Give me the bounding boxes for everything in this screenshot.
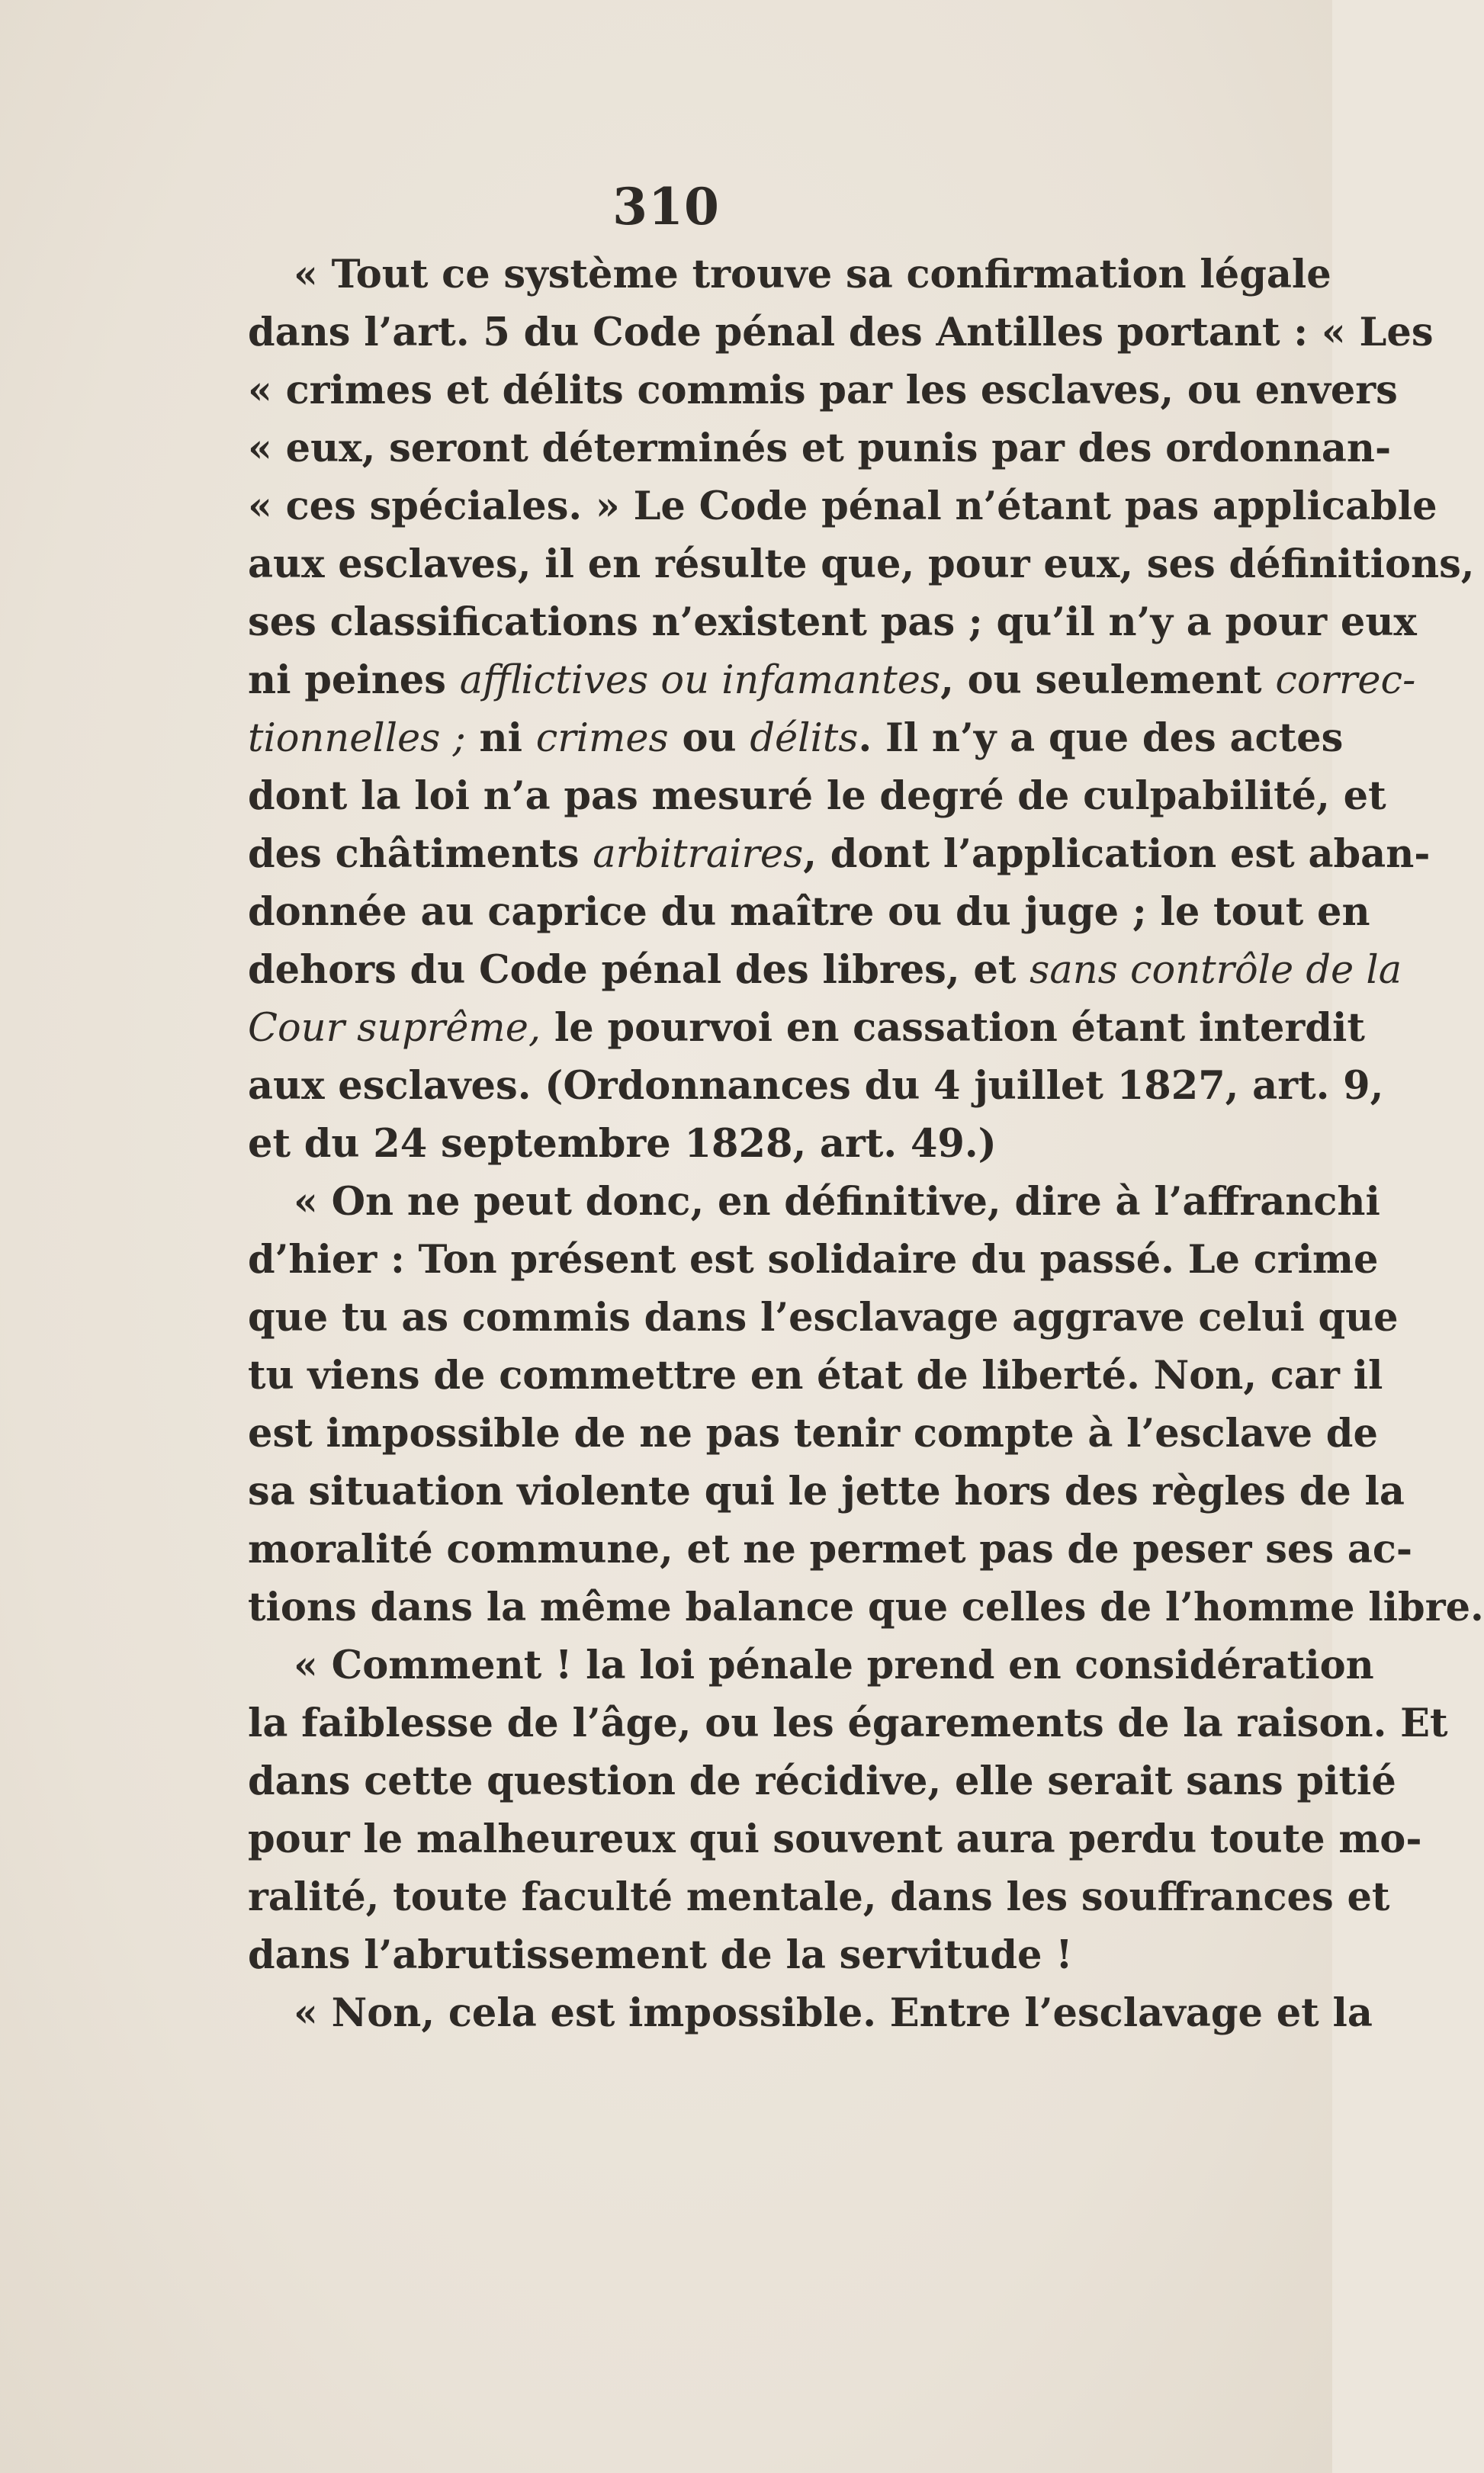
italic-text: délits <box>750 716 859 761</box>
page-number: 310 <box>612 177 720 236</box>
text-segment: d’hier : Ton présent est solidaire du passé. Le crime <box>248 1237 1379 1283</box>
body-text <box>248 246 1484 2042</box>
italic-text: tionnelles ; <box>248 716 466 761</box>
text-segment: « Comment ! la loi pénale prend en considération <box>294 1643 1374 1688</box>
text-segment: dont la loi n’a pas mesuré le degré de culpabilité, et <box>248 773 1386 819</box>
text-line-l10 <box>248 767 1386 825</box>
text-segment: « On ne peut donc, en définitive, dire à l’affranchi <box>294 1179 1380 1225</box>
text-line-l16 <box>248 1115 1254 1173</box>
text-segment: est impossible de ne pas tenir compte à l’esclave de <box>248 1411 1378 1457</box>
italic-text: arbitraires <box>593 832 804 877</box>
italic-text: afflictives ou infamantes <box>459 658 941 703</box>
text-segment: sa situation violente qui le jette hors des règles de la <box>248 1469 1405 1514</box>
text-segment: des châtiments <box>248 831 593 877</box>
text-segment: « ces spéciales. » Le Code pénal n’étant pas applicable <box>248 483 1437 529</box>
text-segment: , ou seulement <box>940 657 1276 703</box>
text-segment: tions dans la même balance que celles de l’homme libre. <box>248 1585 1484 1630</box>
text-line-l13 <box>248 941 1402 999</box>
text-line-l08 <box>248 651 1416 709</box>
text-segment: dans cette question de récidive, elle serait sans pitié <box>248 1758 1396 1804</box>
text-line-l15 <box>248 1057 1384 1115</box>
italic-text: Cour suprême, <box>248 1006 541 1051</box>
italic-text: crimes <box>535 716 669 761</box>
text-segment: , dont l’application est aban- <box>803 831 1431 877</box>
text-segment: ralité, toute faculté mentale, dans les souffrances et <box>248 1874 1390 1920</box>
text-line-l14 <box>248 999 1365 1057</box>
text-segment: . Il n’y a que des actes <box>858 715 1344 761</box>
text-line-l22 <box>248 1463 1405 1521</box>
text-segment: la faiblesse de l’âge, ou les égarements de la raison. Et <box>248 1701 1448 1746</box>
text-line-l25 <box>248 1636 1374 1694</box>
italic-text: correc- <box>1275 658 1416 703</box>
text-segment: aux esclaves, il en résulte que, pour eux, ses définitions, <box>248 541 1475 587</box>
text-line-l20 <box>248 1347 1383 1405</box>
text-line-l27 <box>248 1752 1396 1810</box>
text-segment: moralité commune, et ne permet pas de peser ses ac- <box>248 1527 1413 1572</box>
text-line-l09 <box>248 709 1344 767</box>
text-segment: dehors du Code pénal des libres, et <box>248 947 1030 993</box>
text-segment: que tu as commis dans l’esclavage aggrave celui que <box>248 1295 1399 1341</box>
text-segment: « crimes et délits commis par les esclaves, ou envers <box>248 368 1398 413</box>
text-line-l03 <box>248 361 1398 419</box>
text-line-l23 <box>248 1521 1413 1579</box>
text-line-l21 <box>248 1405 1378 1463</box>
text-line-l19 <box>248 1289 1399 1347</box>
text-segment: ses classifications n’existent pas ; qu’il n’y a pour eux <box>248 599 1417 645</box>
text-segment: « Tout ce système trouve sa confirmation légale <box>294 252 1331 297</box>
text-segment: tu viens de commettre en état de liberté. Non, car il <box>248 1353 1383 1399</box>
text-segment: le pourvoi en cassation étant interdit <box>541 1005 1365 1051</box>
text-line-l01 <box>248 246 1331 304</box>
text-line-l24 <box>248 1579 1484 1636</box>
text-line-l31 <box>248 1984 1373 2042</box>
text-segment: aux esclaves. (Ordonnances du 4 juillet 1827, art. 9, <box>248 1063 1384 1109</box>
text-line-l05 <box>248 477 1437 535</box>
text-segment: « eux, seront déterminés et punis par des ordonnan- <box>248 426 1392 471</box>
text-line-l04 <box>248 419 1392 477</box>
text-line-l28 <box>248 1810 1422 1868</box>
text-line-l18 <box>248 1231 1379 1289</box>
text-line-l29 <box>248 1868 1390 1926</box>
text-line-l17 <box>248 1173 1380 1231</box>
text-line-l26 <box>248 1694 1448 1752</box>
text-line-l12 <box>248 883 1370 941</box>
text-segment: donnée au caprice du maître ou du juge ; le tout en <box>248 889 1370 935</box>
text-segment: pour le malheureux qui souvent aura perdu toute mo- <box>248 1816 1422 1862</box>
text-line-l06 <box>248 535 1475 593</box>
text-segment: « Non, cela est impossible. Entre l’esclavage et la <box>294 1990 1373 2036</box>
italic-text: sans contrôle de la <box>1029 948 1402 993</box>
text-segment: ni peines <box>248 657 460 703</box>
text-segment: ni <box>465 715 536 761</box>
text-line-l02 <box>248 304 1434 361</box>
text-line-l30 <box>248 1926 1254 1984</box>
text-segment: ou <box>668 715 750 761</box>
text-segment: et du 24 septembre 1828, art. 49.) <box>248 1121 997 1167</box>
text-segment: dans l’art. 5 du Code pénal des Antilles portant : « Les <box>248 310 1434 355</box>
text-segment: dans l’abrutissement de la servitude ! <box>248 1932 1073 1978</box>
text-line-l07 <box>248 593 1417 651</box>
text-line-l11 <box>248 825 1431 883</box>
